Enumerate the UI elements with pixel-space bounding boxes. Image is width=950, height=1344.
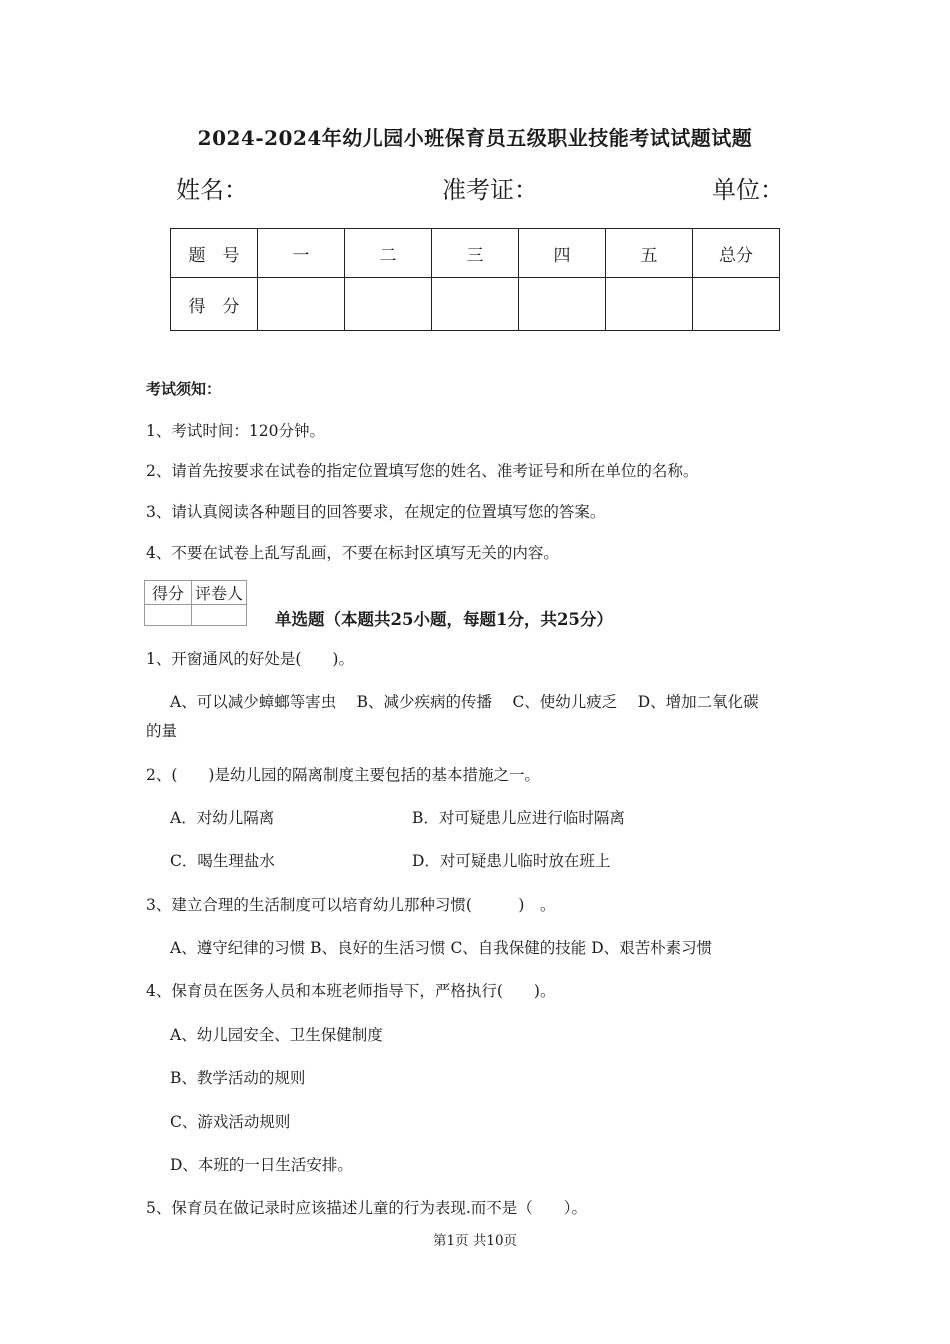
score-table: [170, 228, 780, 331]
name-field-label: 姓名：: [176, 176, 248, 204]
score-table-header-row: [171, 229, 780, 278]
page-footer: 第1页 共10页: [432, 1233, 518, 1249]
score-cell-4[interactable]: [519, 278, 606, 331]
notice-item: 3、请认真阅读各种题目的回答要求，在规定的位置填写您的答案。: [146, 503, 606, 521]
question-4-option-a: A、幼儿园安全、卫生保健制度: [170, 1026, 383, 1044]
section-title: 单选题（本题共25小题，每题1分，共25分）: [275, 610, 613, 629]
question-1-stem: 1、开窗通风的好处是( )。: [146, 650, 354, 668]
score-cell-total[interactable]: [693, 278, 780, 331]
page-title: 2024-2024年幼儿园小班保育员五级职业技能考试试题试题: [197, 126, 753, 150]
exam-id-field-label: 准考证：: [442, 176, 538, 204]
question-4-option-d: D、本班的一日生活安排。: [170, 1156, 353, 1174]
question-2-option-d: D．对可疑患儿临时放在班上: [412, 852, 611, 870]
grader-name-label: 评卷人: [192, 581, 247, 605]
header-cell-4: 四: [519, 229, 606, 278]
question-2-option-c: C．喝生理盐水: [170, 852, 275, 870]
question-4-option-b: B、教学活动的规则: [170, 1069, 306, 1087]
question-1-options-cont: 的量: [146, 722, 178, 740]
header-cell-2: 二: [345, 229, 432, 278]
score-row-label: 得 分: [171, 278, 258, 331]
question-2-stem: 2、( )是幼儿园的隔离制度主要包括的基本措施之一。: [146, 766, 540, 784]
score-cell-3[interactable]: [432, 278, 519, 331]
question-3-options: A、遵守纪律的习惯 B、良好的生活习惯 C、自我保健的技能 D、艰苦朴素习惯: [170, 939, 713, 957]
notice-item: 1、考试时间：120分钟。: [146, 422, 325, 440]
question-5-stem: 5、保育员在做记录时应该描述儿童的行为表现.而不是（ ）。: [146, 1199, 588, 1217]
score-cell-1[interactable]: [258, 278, 345, 331]
score-cell-2[interactable]: [345, 278, 432, 331]
score-cell-5[interactable]: [606, 278, 693, 331]
question-4-option-c: C、游戏活动规则: [170, 1113, 291, 1131]
unit-field-label: 单位：: [712, 176, 784, 204]
notice-heading: 考试须知：: [146, 380, 222, 398]
score-table-score-row: [171, 278, 780, 331]
question-3-stem: 3、建立合理的生活制度可以培育幼儿那种习惯( ) 。: [146, 896, 556, 914]
header-cell-1: 一: [258, 229, 345, 278]
grader-score-cell[interactable]: [145, 605, 192, 626]
question-4-stem: 4、保育员在医务人员和本班老师指导下，严格执行( )。: [146, 982, 556, 1000]
header-cell-label: 题 号: [171, 229, 258, 278]
grader-name-cell[interactable]: [192, 605, 247, 626]
question-2-option-b: B．对可疑患儿应进行临时隔离: [412, 809, 625, 827]
notice-item: 2、请首先按要求在试卷的指定位置填写您的姓名、准考证号和所在单位的名称。: [146, 462, 699, 480]
grader-score-label: 得分: [145, 581, 192, 605]
question-1-options: A、可以减少蟑螂等害虫 B、减少疾病的传播 C、使幼儿疲乏 D、增加二氧化碳: [170, 693, 759, 711]
header-cell-total: 总分: [693, 229, 780, 278]
header-cell-5: 五: [606, 229, 693, 278]
question-2-option-a: A．对幼儿隔离: [170, 809, 275, 827]
grader-box: [144, 580, 247, 626]
header-cell-3: 三: [432, 229, 519, 278]
notice-item: 4、不要在试卷上乱写乱画，不要在标封区填写无关的内容。: [146, 544, 559, 562]
